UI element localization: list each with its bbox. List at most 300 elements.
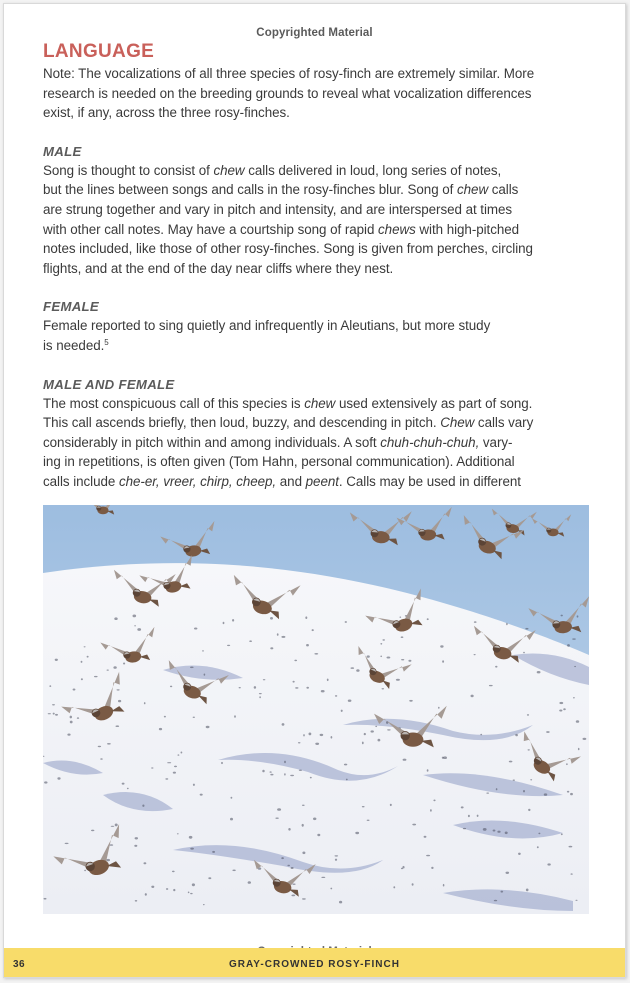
text-run: . Calls may be used in different — [338, 473, 521, 489]
seed-speck — [144, 702, 146, 704]
text-run: with other call notes. May have a courtship song of rapid — [43, 221, 379, 237]
seed-speck — [166, 888, 168, 890]
seed-speck — [259, 693, 262, 694]
seed-speck — [232, 619, 234, 622]
seed-speck — [172, 871, 175, 873]
seed-speck — [295, 687, 298, 689]
seed-speck — [480, 734, 482, 736]
seed-speck — [81, 661, 83, 663]
seed-speck — [489, 685, 493, 686]
seed-speck — [53, 713, 55, 715]
italic-term: Chew — [440, 415, 475, 431]
text-run: are strung together and vary in pitch and intensity, and are interspersed at times — [43, 201, 513, 217]
seed-speck — [495, 666, 497, 668]
seed-speck — [151, 886, 154, 888]
seed-speck — [468, 815, 470, 817]
italic-term: peent — [305, 473, 339, 489]
seed-speck — [506, 872, 510, 874]
seed-speck — [518, 853, 521, 855]
seed-speck — [127, 788, 129, 789]
seed-speck — [578, 748, 580, 751]
seed-speck — [270, 774, 273, 776]
seed-speck — [234, 715, 236, 718]
seed-speck — [443, 884, 445, 887]
seed-speck — [107, 670, 109, 671]
italic-term: chew — [457, 182, 489, 198]
seed-speck — [335, 855, 339, 856]
seed-speck — [570, 793, 573, 795]
seed-speck — [282, 723, 285, 726]
seed-speck — [135, 837, 138, 839]
seed-speck — [387, 657, 391, 659]
seed-speck — [506, 623, 508, 626]
seed-speck — [65, 843, 69, 844]
text-line — [43, 472, 598, 492]
text-run: calls — [488, 182, 519, 198]
seed-speck — [393, 886, 395, 888]
seed-speck — [401, 868, 403, 869]
seed-speck — [315, 743, 319, 745]
seed-speck — [174, 766, 177, 768]
seed-speck — [427, 769, 429, 771]
seed-speck — [424, 836, 427, 838]
seed-speck — [188, 892, 190, 894]
seed-speck — [544, 793, 547, 795]
seed-speck — [111, 826, 115, 827]
seed-speck — [167, 762, 171, 763]
seed-speck — [380, 643, 382, 645]
italic-term: chuh-chuh-chuh, — [380, 434, 480, 450]
seed-speck — [84, 646, 86, 647]
seed-speck — [367, 820, 370, 821]
seed-speck — [164, 716, 166, 718]
seed-speck — [442, 660, 444, 663]
seed-speck — [576, 720, 579, 723]
seed-speck — [277, 808, 281, 811]
seed-speck — [412, 883, 414, 885]
seed-speck — [113, 666, 116, 669]
text-run: flights, and at the end of the day near cliffs where they nest. — [43, 260, 394, 276]
seed-speck — [117, 689, 120, 690]
seed-speck — [335, 859, 337, 861]
seed-speck — [474, 621, 477, 623]
seed-speck — [312, 629, 314, 631]
seed-speck — [87, 656, 89, 658]
text-line — [43, 413, 598, 433]
page-number: 36 — [13, 959, 26, 970]
seed-speck — [231, 797, 233, 799]
text-run: Song is thought to consist of — [43, 162, 214, 178]
seed-speck — [461, 806, 464, 808]
seed-speck — [433, 800, 435, 802]
seed-speck — [378, 739, 381, 742]
seed-speck — [193, 717, 195, 718]
seed-speck — [114, 617, 117, 620]
seed-speck — [287, 865, 290, 866]
text-line — [43, 180, 598, 200]
seed-speck — [230, 818, 233, 821]
running-title: GRAY-CROWNED ROSY-FINCH — [229, 959, 400, 970]
seed-speck — [438, 707, 440, 709]
seed-speck — [291, 895, 295, 897]
seed-speck — [290, 775, 294, 776]
seed-speck — [526, 889, 529, 892]
seed-speck — [100, 758, 103, 760]
seed-speck — [70, 721, 73, 724]
italic-term: chews — [378, 221, 416, 237]
seed-speck — [505, 832, 508, 835]
seed-speck — [561, 833, 563, 835]
seed-speck — [537, 846, 539, 848]
seed-speck — [81, 678, 83, 680]
italic-term: che-er, vreer, chirp, cheep, — [118, 473, 277, 489]
male-paragraph — [43, 161, 598, 279]
seed-speck — [513, 780, 515, 781]
footnote-marker: 5 — [104, 337, 109, 347]
seed-speck — [440, 645, 443, 647]
seed-speck — [70, 716, 72, 719]
seed-speck — [577, 615, 579, 617]
seed-speck — [386, 721, 388, 724]
seed-speck — [305, 616, 307, 619]
seed-speck — [44, 898, 47, 900]
seed-speck — [559, 710, 562, 712]
section-title: LANGUAGE — [43, 41, 155, 62]
seed-speck — [200, 794, 203, 796]
seed-speck — [84, 870, 86, 871]
seed-speck — [494, 900, 497, 902]
text-line — [43, 220, 598, 240]
seed-speck — [493, 830, 496, 832]
seed-speck — [277, 633, 279, 636]
footer-band — [4, 948, 625, 977]
seed-speck — [192, 883, 195, 886]
seed-speck — [294, 660, 297, 662]
seed-speck — [134, 625, 136, 626]
text-run: considerably in pitch within and among individuals. A soft — [43, 434, 381, 450]
seed-speck — [227, 645, 230, 646]
seed-speck — [77, 717, 79, 719]
seed-speck — [401, 636, 404, 638]
seed-speck — [302, 824, 304, 827]
seed-speck — [320, 734, 324, 736]
seed-speck — [382, 688, 385, 689]
seed-speck — [408, 660, 411, 662]
seed-speck — [483, 828, 487, 831]
text-run: notes included, like those of other rosy-finches. Song is given from perches, circling — [43, 241, 533, 257]
rosy-finch-flock-photo — [43, 505, 589, 914]
seed-speck — [118, 700, 121, 702]
male-and-female-paragraph — [43, 394, 598, 492]
seed-speck — [144, 862, 147, 864]
seed-speck — [427, 618, 429, 620]
seed-speck — [302, 805, 305, 806]
seed-speck — [170, 686, 172, 688]
seed-speck — [321, 877, 325, 878]
seed-speck — [55, 714, 58, 716]
seed-speck — [559, 702, 563, 704]
text-line: research is needed on the breeding grounds to reveal what vocalization differences — [43, 85, 532, 101]
seed-speck — [567, 791, 569, 793]
seed-speck — [523, 652, 525, 654]
seed-speck — [330, 888, 332, 890]
seed-speck — [221, 762, 223, 764]
seed-speck — [331, 736, 333, 739]
seed-speck — [107, 743, 111, 745]
seed-speck — [291, 867, 294, 869]
seed-speck — [321, 690, 325, 692]
seed-speck — [137, 628, 141, 631]
seed-speck — [115, 824, 118, 827]
text-run: ing in repetitions, is often given (Tom Hahn, personal communication). Additional — [43, 454, 515, 470]
seed-speck — [306, 644, 309, 646]
seed-speck — [547, 863, 550, 865]
seed-speck — [173, 772, 176, 774]
seed-speck — [223, 622, 225, 624]
text-line — [43, 316, 598, 336]
text-line — [43, 200, 598, 220]
seed-speck — [313, 818, 316, 821]
seed-speck — [98, 746, 101, 747]
seed-speck — [573, 697, 575, 698]
seed-speck — [335, 695, 337, 697]
seed-speck — [563, 708, 566, 710]
seed-speck — [109, 844, 113, 846]
seed-speck — [306, 687, 309, 689]
seed-speck — [575, 900, 577, 901]
seed-speck — [49, 685, 51, 687]
seed-speck — [401, 659, 404, 660]
text-run: and — [276, 473, 306, 489]
text-run: Female reported to sing quietly and infrequently in Aleutians, but more study — [43, 318, 491, 334]
seed-speck — [270, 647, 273, 649]
seed-speck — [254, 686, 256, 689]
seed-speck — [571, 873, 573, 874]
seed-speck — [123, 663, 125, 665]
seed-speck — [270, 771, 272, 772]
seed-speck — [371, 730, 374, 732]
female-paragraph — [43, 316, 598, 355]
seed-speck — [309, 733, 312, 736]
seed-speck — [194, 628, 197, 630]
seed-speck — [239, 687, 241, 688]
seed-speck — [390, 804, 392, 806]
seed-speck — [94, 676, 98, 677]
seed-speck — [583, 738, 587, 740]
text-run: vary- — [479, 434, 513, 450]
seed-speck — [566, 763, 568, 765]
seed-speck — [569, 846, 573, 848]
text-run: but the lines between songs and calls in the rosy-finches blur. Song of — [43, 182, 457, 198]
seed-speck — [474, 654, 476, 655]
seed-speck — [181, 752, 183, 754]
seed-speck — [249, 640, 252, 642]
seed-speck — [204, 674, 206, 676]
seed-speck — [292, 884, 295, 885]
seed-speck — [288, 828, 290, 831]
seed-speck — [364, 733, 366, 735]
text-run: calls delivered in loud, long series of notes, — [244, 162, 502, 178]
seed-speck — [362, 806, 365, 807]
text-run: The most conspicuous call of this species is — [43, 395, 305, 411]
text-line — [43, 452, 598, 472]
seed-speck — [567, 644, 570, 647]
seed-speck — [190, 893, 193, 894]
seed-speck — [486, 793, 489, 794]
seed-speck — [270, 617, 273, 620]
seed-speck — [178, 754, 180, 755]
seed-speck — [281, 857, 284, 859]
seed-speck — [57, 777, 60, 779]
seed-speck — [525, 628, 528, 630]
text-run: used extensively as part of song. — [335, 395, 533, 411]
seed-speck — [527, 714, 529, 716]
seed-speck — [523, 790, 525, 792]
text-line — [43, 394, 598, 414]
seed-speck — [190, 667, 194, 669]
page-content — [43, 40, 598, 492]
seed-speck — [572, 638, 576, 639]
seed-speck — [122, 783, 125, 785]
seed-speck — [208, 877, 211, 879]
seed-speck — [310, 777, 312, 779]
text-line — [43, 433, 598, 453]
book-page — [3, 3, 626, 978]
seed-speck — [356, 669, 359, 672]
seed-speck — [314, 653, 318, 655]
seed-speck — [284, 773, 286, 775]
text-line — [43, 239, 598, 259]
seed-speck — [259, 696, 261, 698]
seed-speck — [496, 788, 498, 790]
seed-speck — [339, 901, 342, 904]
copyright-watermark-top: Copyrighted Material — [256, 27, 373, 39]
seed-speck — [412, 824, 416, 826]
seed-speck — [275, 818, 278, 819]
seed-speck — [515, 734, 518, 736]
text-line — [43, 259, 598, 279]
seed-speck — [400, 617, 402, 618]
seed-speck — [159, 728, 162, 730]
seed-speck — [443, 756, 447, 759]
male-heading: MALE — [43, 143, 82, 159]
seed-speck — [574, 666, 576, 667]
seed-speck — [501, 891, 504, 893]
seed-speck — [299, 770, 302, 771]
seed-speck — [471, 695, 474, 698]
seed-speck — [298, 742, 301, 743]
italic-term: chew — [304, 395, 336, 411]
seed-speck — [367, 655, 370, 657]
seed-speck — [344, 764, 347, 766]
seed-speck — [106, 859, 110, 861]
seed-speck — [351, 667, 355, 669]
photo-illustration — [43, 505, 589, 914]
italic-term: chew — [213, 162, 245, 178]
seed-speck — [396, 679, 400, 681]
male-and-female-heading: MALE AND FEMALE — [43, 376, 175, 392]
seed-speck — [302, 898, 306, 899]
note-paragraph — [43, 64, 598, 123]
seed-speck — [262, 770, 264, 773]
seed-speck — [248, 881, 251, 884]
seed-speck — [281, 636, 285, 638]
seed-speck — [355, 832, 359, 834]
seed-speck — [55, 659, 58, 661]
seed-speck — [430, 809, 432, 812]
seed-speck — [546, 731, 550, 733]
seed-speck — [116, 725, 120, 727]
text-run: is needed. — [43, 337, 105, 353]
seed-speck — [212, 851, 215, 853]
seed-speck — [346, 779, 348, 781]
seed-speck — [497, 831, 500, 833]
seed-speck — [284, 761, 286, 764]
seed-speck — [528, 749, 530, 750]
seed-speck — [537, 671, 541, 673]
seed-speck — [173, 889, 175, 891]
text-line: Note: The vocalizations of all three species of rosy-finch are extremely similar. More — [43, 66, 535, 81]
seed-speck — [151, 767, 153, 768]
seed-speck — [403, 759, 407, 761]
text-line — [43, 336, 598, 356]
seed-speck — [303, 734, 305, 736]
seed-speck — [165, 778, 168, 779]
seed-speck — [380, 656, 382, 658]
seed-speck — [375, 726, 377, 727]
seed-speck — [202, 650, 204, 651]
seed-speck — [263, 679, 266, 680]
seed-speck — [177, 833, 179, 834]
seed-speck — [190, 848, 194, 850]
seed-speck — [52, 704, 55, 705]
seed-speck — [193, 784, 195, 786]
seed-speck — [530, 779, 532, 780]
seed-speck — [477, 815, 479, 817]
seed-speck — [463, 828, 466, 829]
seed-speck — [67, 734, 70, 736]
seed-speck — [409, 700, 413, 702]
seed-speck — [341, 710, 343, 712]
seed-speck — [145, 893, 147, 896]
text-line: exist, if any, across the three rosy-finches. — [43, 105, 290, 121]
text-run: with high-pitched — [415, 221, 520, 237]
text-run: calls include — [43, 473, 119, 489]
seed-speck — [327, 679, 329, 682]
text-run: calls vary — [474, 415, 534, 431]
seed-speck — [203, 904, 205, 905]
seed-speck — [302, 852, 305, 855]
seed-speck — [189, 836, 193, 839]
seed-speck — [431, 867, 433, 869]
seed-speck — [206, 726, 210, 728]
seed-speck — [317, 834, 320, 836]
text-line — [43, 161, 598, 181]
seed-speck — [528, 809, 530, 811]
seed-speck — [44, 781, 47, 783]
seed-speck — [387, 729, 391, 730]
seed-speck — [561, 615, 563, 617]
seed-speck — [232, 870, 235, 872]
seed-speck — [426, 855, 430, 857]
seed-speck — [142, 805, 144, 807]
text-run: This call ascends briefly, then loud, buzzy, and descending in pitch. — [43, 415, 441, 431]
seed-speck — [91, 830, 94, 832]
seed-speck — [348, 700, 352, 702]
seed-speck — [133, 615, 137, 618]
seed-speck — [362, 742, 364, 745]
seed-speck — [345, 621, 347, 623]
